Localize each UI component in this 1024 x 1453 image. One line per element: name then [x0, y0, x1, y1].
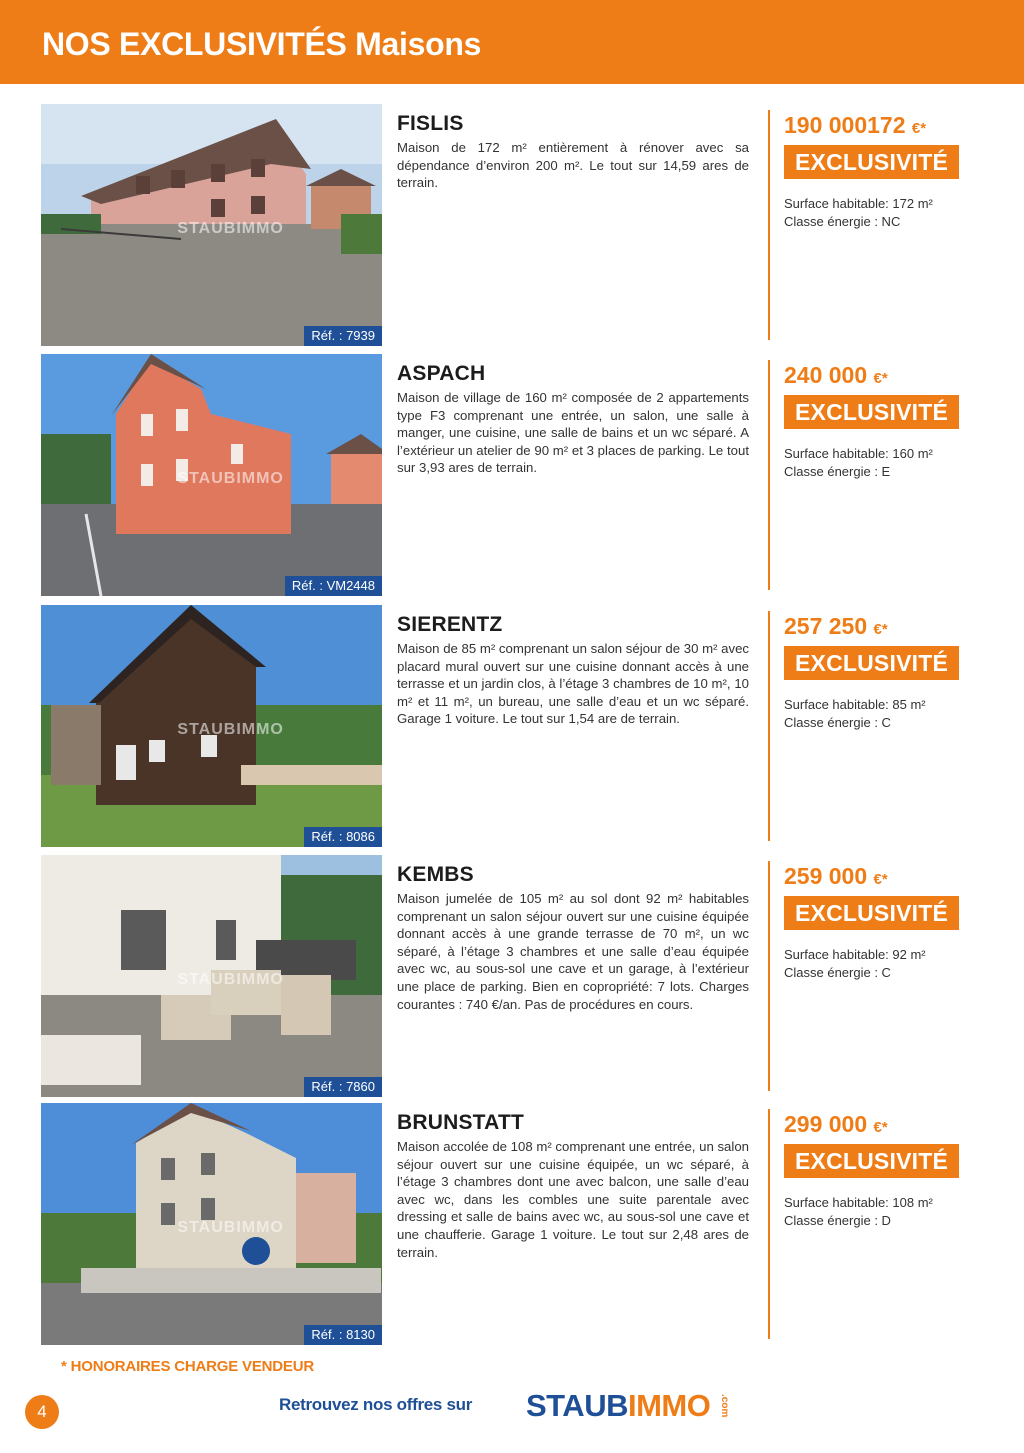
energy-class: Classe énergie : C	[784, 965, 891, 980]
price-block	[784, 613, 1014, 732]
energy-class: Classe énergie : E	[784, 464, 891, 479]
listing-description-block	[397, 1111, 749, 1261]
price	[784, 112, 1014, 139]
reference-badge: Réf. : VM2448	[285, 576, 382, 596]
living-surface: Surface habitable: 108 m²	[784, 1195, 933, 1210]
property-photo[interactable]	[41, 354, 382, 596]
property-photo[interactable]	[41, 1103, 382, 1345]
website-promo-text[interactable]: Retrouvez nos offres sur	[279, 1395, 473, 1414]
listing-card	[0, 1103, 1024, 1351]
divider	[768, 360, 770, 590]
listing-description-block	[397, 362, 749, 477]
exclusivity-badge: EXCLUSIVITÉ	[784, 145, 959, 179]
logo-main: STAUB	[526, 1388, 628, 1423]
city-name: SIERENTZ	[397, 613, 503, 636]
city-name: KEMBS	[397, 863, 474, 886]
listing-card	[0, 104, 1024, 352]
price-value: 190 000172	[784, 112, 906, 138]
listing-card	[0, 855, 1024, 1103]
price-block	[784, 362, 1014, 481]
logo-text	[526, 1388, 710, 1424]
reference-badge: Réf. : 7860	[304, 1077, 382, 1097]
logo-suffix: .com	[719, 1394, 730, 1418]
listing-description: Maison jumelée de 105 m² au sol dont 92 m² habitables comprenant un salon séjour ouvert sur une cuisine équipée donnant accès à une grande terrasse de 70 m², un wc séparé, à l’étage 3 chambres et une salle d’eau équipée avec wc, au sous-sol une cave et un garage, à l’extérieur une place de parking. Bien en copropriété: 7 lots. Charges courantes : 740 €/an. Pas de procédures en cours.	[397, 891, 749, 1012]
price-value: 257 250	[784, 613, 868, 639]
reference-badge: Réf. : 7939	[304, 326, 382, 346]
exclusivity-badge: EXCLUSIVITÉ	[784, 646, 959, 680]
property-photo[interactable]	[41, 605, 382, 847]
price	[784, 362, 1014, 389]
price	[784, 1111, 1014, 1138]
price	[784, 863, 1014, 890]
specs	[784, 195, 1014, 231]
city-name: BRUNSTATT	[397, 1111, 525, 1134]
exclusivity-badge: EXCLUSIVITÉ	[784, 1144, 959, 1178]
energy-class: Classe énergie : D	[784, 1213, 891, 1228]
listing-description: Maison de village de 160 m² composée de 2 appartements type F3 comprenant une entrée, un salon, une salle à manger, une cuisine, une salle de bains et un wc séparé. A l’extérieur un atelier de 90 m² et 3 places de parking. Le tout sur 3,93 ares de terrain.	[397, 390, 749, 476]
watermark: STAUBIMMO	[177, 721, 284, 739]
listing-card	[0, 354, 1024, 602]
listing-description-block	[397, 613, 749, 728]
divider	[768, 1109, 770, 1339]
specs	[784, 1194, 1014, 1230]
specs	[784, 445, 1014, 481]
specs	[784, 696, 1014, 732]
listing-description-block	[397, 112, 749, 192]
listing-description-block	[397, 863, 749, 1013]
listing-description: Maison de 85 m² comprenant un salon séjour de 30 m² avec placard mural ouvert sur une cuisine donnant accès à une terrasse et un jardin clos, à l’étage 3 chambres de 10 m², 10 m² et 11 m², un bureau, une salle d’eau et un wc séparé. Garage 1 voiture. Le tout sur 1,54 are de terrain.	[397, 641, 749, 727]
price-value: 299 000	[784, 1111, 868, 1137]
price-block	[784, 863, 1014, 982]
logo-accent: IMMO	[627, 1388, 711, 1423]
living-surface: Surface habitable: 92 m²	[784, 947, 926, 962]
energy-class: Classe énergie : C	[784, 715, 891, 730]
watermark: STAUBIMMO	[177, 1219, 284, 1237]
price-currency: €*	[873, 1119, 888, 1136]
reference-badge: Réf. : 8130	[304, 1325, 382, 1345]
property-photo[interactable]	[41, 855, 382, 1097]
page-title: NOS EXCLUSIVITÉS Maisons	[42, 26, 482, 62]
watermark: STAUBIMMO	[177, 470, 284, 488]
divider	[768, 611, 770, 841]
staubimmo-logo[interactable]	[526, 1388, 756, 1424]
watermark: STAUBIMMO	[177, 220, 284, 238]
divider	[768, 861, 770, 1091]
price-block	[784, 112, 1014, 231]
city-name: ASPACH	[397, 362, 486, 385]
page-header	[0, 0, 1024, 84]
living-surface: Surface habitable: 85 m²	[784, 697, 926, 712]
living-surface: Surface habitable: 172 m²	[784, 196, 933, 211]
exclusivity-badge: EXCLUSIVITÉ	[784, 395, 959, 429]
price-block	[784, 1111, 1014, 1230]
watermark: STAUBIMMO	[177, 971, 284, 989]
page-number: 4	[25, 1395, 59, 1429]
divider	[768, 110, 770, 340]
listing-card	[0, 605, 1024, 853]
property-photo[interactable]	[41, 104, 382, 346]
city-name: FISLIS	[397, 112, 464, 135]
energy-class: Classe énergie : NC	[784, 214, 901, 229]
price-currency: €*	[873, 621, 888, 638]
price-currency: €*	[873, 370, 888, 387]
price-currency: €*	[873, 871, 888, 888]
price-currency: €*	[911, 120, 927, 137]
reference-badge: Réf. : 8086	[304, 827, 382, 847]
exclusivity-badge: EXCLUSIVITÉ	[784, 896, 959, 930]
listing-description: Maison de 172 m² entièrement à rénover avec sa dépendance d’environ 200 m². Le tout sur 14,59 ares de terrain.	[397, 140, 749, 191]
price-value: 259 000	[784, 863, 868, 889]
fees-note: * HONORAIRES CHARGE VENDEUR	[61, 1358, 314, 1375]
listing-description: Maison accolée de 108 m² comprenant une entrée, un salon séjour ouvert sur une cuisine équipée, un wc séparé, à l’étage 3 chambres dont une avec balcon, une salle d’eau avec wc, dans les combles une suite parentale avec dressing et salle de bains avec wc, au sous-sol une cave et une chaufferie. Garage 1 voiture. Le tout sur 2,48 ares de terrain.	[397, 1139, 749, 1260]
price	[784, 613, 1014, 640]
specs	[784, 946, 1014, 982]
living-surface: Surface habitable: 160 m²	[784, 446, 933, 461]
price-value: 240 000	[784, 362, 868, 388]
